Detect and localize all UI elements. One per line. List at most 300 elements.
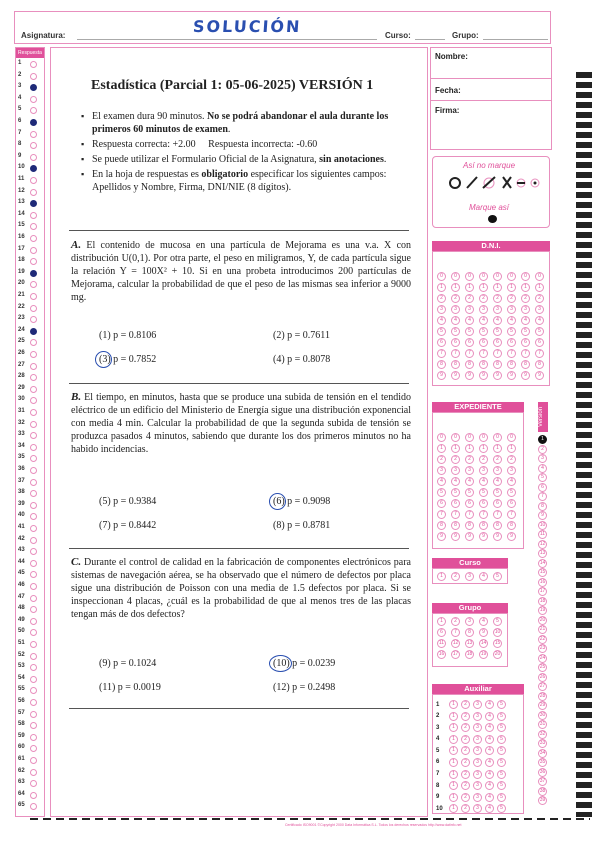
version-bubble[interactable]: 6 bbox=[538, 483, 547, 492]
auxiliar-bubble[interactable]: 1 bbox=[449, 735, 458, 744]
auxiliar-bubble[interactable]: 1 bbox=[449, 793, 458, 802]
grid-bubble[interactable]: 0 bbox=[493, 433, 502, 442]
grid-bubble[interactable]: 2 bbox=[521, 294, 530, 303]
grid-bubble[interactable]: 0 bbox=[437, 433, 446, 442]
version-bubble[interactable]: 32 bbox=[539, 730, 546, 737]
answer-bubble[interactable] bbox=[30, 757, 37, 764]
grid-bubble[interactable]: 0 bbox=[493, 272, 502, 281]
grid-bubble[interactable]: 1 bbox=[465, 444, 474, 453]
answer-bubble[interactable] bbox=[30, 165, 37, 172]
answer-bubble[interactable] bbox=[30, 699, 37, 706]
grid-bubble[interactable]: 9 bbox=[465, 371, 474, 380]
grid-bubble[interactable]: 6 bbox=[535, 338, 544, 347]
version-bubble[interactable]: 23 bbox=[539, 645, 546, 651]
version-bubble[interactable]: 11 bbox=[539, 531, 546, 537]
grid-bubble[interactable]: 8 bbox=[479, 521, 488, 530]
grid-bubble[interactable]: 4 bbox=[493, 316, 502, 325]
grid-bubble[interactable]: 5 bbox=[507, 488, 516, 497]
answer-bubble[interactable] bbox=[30, 84, 37, 91]
grid-bubble[interactable]: 7 bbox=[437, 510, 446, 519]
grid-bubble[interactable]: 2 bbox=[479, 455, 488, 464]
grid-bubble[interactable]: 0 bbox=[451, 272, 460, 281]
version-bubble[interactable]: 26 bbox=[539, 673, 546, 680]
version-bubble[interactable]: 8 bbox=[538, 502, 547, 511]
answer-bubble[interactable] bbox=[30, 363, 37, 370]
version-bubble[interactable]: 33 bbox=[539, 740, 546, 746]
grid-bubble[interactable]: 4 bbox=[507, 316, 516, 325]
auxiliar-bubble[interactable]: 2 bbox=[461, 793, 470, 802]
auxiliar-bubble[interactable]: 5 bbox=[497, 781, 506, 790]
answer-bubble[interactable] bbox=[30, 339, 37, 346]
answer-bubble[interactable] bbox=[30, 177, 37, 184]
auxiliar-bubble[interactable]: 3 bbox=[473, 781, 482, 790]
grid-bubble[interactable]: 6 bbox=[479, 338, 488, 347]
answer-bubble[interactable] bbox=[30, 305, 37, 312]
version-bubble[interactable]: 24 bbox=[539, 654, 546, 661]
grid-bubble[interactable]: 8 bbox=[535, 360, 544, 369]
answer-bubble[interactable] bbox=[30, 432, 37, 439]
auxiliar-bubble[interactable]: 4 bbox=[485, 735, 494, 744]
auxiliar-bubble[interactable]: 4 bbox=[485, 723, 494, 732]
grid-bubble[interactable]: 9 bbox=[493, 532, 502, 541]
grid-bubble[interactable]: 0 bbox=[465, 433, 474, 442]
grid-bubble[interactable]: 1 bbox=[437, 617, 446, 626]
grid-bubble[interactable]: 6 bbox=[437, 499, 446, 508]
answer-bubble[interactable] bbox=[30, 803, 37, 810]
auxiliar-bubble[interactable]: 4 bbox=[485, 712, 494, 721]
grid-bubble[interactable]: 14 bbox=[480, 640, 487, 646]
grid-bubble[interactable]: 5 bbox=[493, 327, 502, 336]
auxiliar-bubble[interactable]: 5 bbox=[497, 712, 506, 721]
grid-bubble[interactable]: 7 bbox=[479, 510, 488, 519]
grid-bubble[interactable]: 3 bbox=[507, 305, 516, 314]
grid-bubble[interactable]: 17 bbox=[452, 651, 459, 657]
version-bubble[interactable]: 9 bbox=[538, 511, 547, 520]
grid-bubble[interactable]: 4 bbox=[437, 316, 446, 325]
answer-bubble[interactable] bbox=[30, 780, 37, 787]
version-bubble[interactable]: 5 bbox=[538, 473, 547, 482]
answer-bubble[interactable] bbox=[30, 258, 37, 265]
grid-bubble[interactable]: 6 bbox=[507, 499, 516, 508]
answer-bubble[interactable] bbox=[30, 374, 37, 381]
grid-bubble[interactable]: 6 bbox=[437, 628, 446, 637]
answer-bubble[interactable] bbox=[30, 676, 37, 683]
answer-bubble[interactable] bbox=[30, 687, 37, 694]
answer-bubble[interactable] bbox=[30, 479, 37, 486]
answer-bubble[interactable] bbox=[30, 455, 37, 462]
grid-bubble[interactable]: 4 bbox=[451, 316, 460, 325]
grid-bubble[interactable]: 8 bbox=[465, 521, 474, 530]
grid-bubble[interactable]: 8 bbox=[507, 521, 516, 530]
grid-bubble[interactable]: 0 bbox=[451, 433, 460, 442]
grid-bubble[interactable]: 5 bbox=[465, 327, 474, 336]
grid-bubble[interactable]: 3 bbox=[465, 572, 474, 581]
grid-bubble[interactable]: 2 bbox=[493, 455, 502, 464]
answer-bubble[interactable] bbox=[30, 142, 37, 149]
grid-bubble[interactable]: 8 bbox=[465, 628, 474, 637]
grid-bubble[interactable]: 3 bbox=[479, 305, 488, 314]
grid-bubble[interactable]: 5 bbox=[493, 572, 502, 581]
grid-bubble[interactable]: 7 bbox=[479, 349, 488, 358]
auxiliar-bubble[interactable]: 1 bbox=[449, 804, 458, 813]
auxiliar-bubble[interactable]: 1 bbox=[449, 723, 458, 732]
grid-bubble[interactable]: 4 bbox=[437, 477, 446, 486]
version-bubble[interactable]: 14 bbox=[539, 559, 546, 566]
grid-bubble[interactable]: 6 bbox=[493, 499, 502, 508]
grid-bubble[interactable]: 13 bbox=[466, 640, 473, 646]
answer-bubble[interactable] bbox=[30, 328, 37, 335]
grid-bubble[interactable]: 4 bbox=[493, 477, 502, 486]
auxiliar-bubble[interactable]: 5 bbox=[497, 758, 506, 767]
version-bubble[interactable]: 25 bbox=[539, 664, 546, 670]
grid-bubble[interactable]: 0 bbox=[521, 272, 530, 281]
grid-bubble[interactable]: 1 bbox=[507, 444, 516, 453]
answer-bubble[interactable] bbox=[30, 247, 37, 254]
version-bubble[interactable]: 35 bbox=[539, 759, 546, 765]
answer-bubble[interactable] bbox=[30, 641, 37, 648]
grid-bubble[interactable]: 12 bbox=[452, 640, 459, 646]
version-bubble[interactable]: 3 bbox=[538, 454, 547, 463]
grid-bubble[interactable]: 7 bbox=[535, 349, 544, 358]
version-bubble[interactable]: 20 bbox=[539, 616, 546, 623]
grid-bubble[interactable]: 1 bbox=[493, 444, 502, 453]
grid-bubble[interactable]: 2 bbox=[437, 455, 446, 464]
answer-bubble[interactable] bbox=[30, 734, 37, 741]
auxiliar-bubble[interactable]: 4 bbox=[485, 700, 494, 709]
auxiliar-bubble[interactable]: 2 bbox=[461, 712, 470, 721]
grid-bubble[interactable]: 2 bbox=[535, 294, 544, 303]
answer-bubble[interactable] bbox=[30, 722, 37, 729]
auxiliar-bubble[interactable]: 3 bbox=[473, 746, 482, 755]
grid-bubble[interactable]: 2 bbox=[507, 294, 516, 303]
answer-bubble[interactable] bbox=[30, 560, 37, 567]
grid-bubble[interactable]: 5 bbox=[507, 327, 516, 336]
answer-bubble[interactable] bbox=[30, 421, 37, 428]
auxiliar-bubble[interactable]: 5 bbox=[497, 700, 506, 709]
grid-bubble[interactable]: 8 bbox=[437, 360, 446, 369]
answer-bubble[interactable] bbox=[30, 351, 37, 358]
auxiliar-bubble[interactable]: 2 bbox=[461, 700, 470, 709]
grid-bubble[interactable]: 3 bbox=[479, 466, 488, 475]
version-bubble[interactable]: 18 bbox=[539, 597, 546, 604]
answer-bubble[interactable] bbox=[30, 281, 37, 288]
version-bubble[interactable]: 19 bbox=[539, 607, 546, 613]
answer-bubble[interactable] bbox=[30, 119, 37, 126]
grid-bubble[interactable]: 0 bbox=[437, 272, 446, 281]
answer-bubble[interactable] bbox=[30, 235, 37, 242]
grid-bubble[interactable]: 4 bbox=[465, 316, 474, 325]
grid-bubble[interactable]: 8 bbox=[451, 360, 460, 369]
answer-bubble[interactable] bbox=[30, 467, 37, 474]
grid-bubble[interactable]: 1 bbox=[493, 283, 502, 292]
grid-bubble[interactable]: 6 bbox=[451, 499, 460, 508]
answer-bubble[interactable] bbox=[30, 189, 37, 196]
auxiliar-bubble[interactable]: 2 bbox=[461, 758, 470, 767]
grid-bubble[interactable]: 6 bbox=[521, 338, 530, 347]
auxiliar-bubble[interactable]: 2 bbox=[461, 781, 470, 790]
answer-bubble[interactable] bbox=[30, 223, 37, 230]
grid-bubble[interactable]: 0 bbox=[479, 272, 488, 281]
grid-bubble[interactable]: 8 bbox=[493, 521, 502, 530]
grid-bubble[interactable]: 8 bbox=[493, 360, 502, 369]
auxiliar-bubble[interactable]: 1 bbox=[449, 700, 458, 709]
grid-bubble[interactable]: 2 bbox=[479, 294, 488, 303]
grid-bubble[interactable]: 1 bbox=[535, 283, 544, 292]
grid-bubble[interactable]: 3 bbox=[465, 305, 474, 314]
answer-bubble[interactable] bbox=[30, 96, 37, 103]
grid-bubble[interactable]: 7 bbox=[465, 510, 474, 519]
grid-bubble[interactable]: 2 bbox=[507, 455, 516, 464]
grid-bubble[interactable]: 1 bbox=[437, 444, 446, 453]
grid-bubble[interactable]: 7 bbox=[507, 510, 516, 519]
answer-bubble[interactable] bbox=[30, 154, 37, 161]
answer-bubble[interactable] bbox=[30, 490, 37, 497]
grid-bubble[interactable]: 8 bbox=[521, 360, 530, 369]
grid-bubble[interactable]: 4 bbox=[535, 316, 544, 325]
auxiliar-bubble[interactable]: 5 bbox=[497, 804, 506, 813]
auxiliar-bubble[interactable]: 5 bbox=[497, 735, 506, 744]
grid-bubble[interactable]: 5 bbox=[493, 617, 502, 626]
grid-bubble[interactable]: 3 bbox=[465, 466, 474, 475]
grid-bubble[interactable]: 4 bbox=[479, 617, 488, 626]
grid-bubble[interactable]: 7 bbox=[451, 510, 460, 519]
grid-bubble[interactable]: 4 bbox=[507, 477, 516, 486]
auxiliar-bubble[interactable]: 4 bbox=[485, 781, 494, 790]
version-bubble[interactable]: 7 bbox=[538, 492, 547, 501]
grid-bubble[interactable]: 9 bbox=[451, 532, 460, 541]
grid-bubble[interactable]: 9 bbox=[479, 532, 488, 541]
answer-bubble[interactable] bbox=[30, 571, 37, 578]
answer-bubble[interactable] bbox=[30, 73, 37, 80]
answer-bubble[interactable] bbox=[30, 606, 37, 613]
grid-bubble[interactable]: 9 bbox=[479, 628, 488, 637]
auxiliar-bubble[interactable]: 1 bbox=[449, 770, 458, 779]
version-bubble[interactable]: 37 bbox=[539, 778, 546, 784]
grid-bubble[interactable]: 4 bbox=[465, 477, 474, 486]
auxiliar-bubble[interactable]: 4 bbox=[485, 758, 494, 767]
grid-bubble[interactable]: 6 bbox=[437, 338, 446, 347]
grid-bubble[interactable]: 3 bbox=[521, 305, 530, 314]
auxiliar-bubble[interactable]: 3 bbox=[473, 735, 482, 744]
auxiliar-bubble[interactable]: 3 bbox=[473, 770, 482, 779]
version-bubble[interactable]: 36 bbox=[539, 768, 546, 775]
auxiliar-bubble[interactable]: 5 bbox=[497, 723, 506, 732]
grid-bubble[interactable]: 5 bbox=[493, 488, 502, 497]
grid-bubble[interactable]: 1 bbox=[437, 572, 446, 581]
grid-bubble[interactable]: 4 bbox=[479, 477, 488, 486]
grid-bubble[interactable]: 6 bbox=[479, 499, 488, 508]
version-bubble[interactable]: 34 bbox=[539, 749, 546, 756]
answer-bubble[interactable] bbox=[30, 769, 37, 776]
auxiliar-bubble[interactable]: 1 bbox=[449, 712, 458, 721]
grid-bubble[interactable]: 5 bbox=[535, 327, 544, 336]
grid-bubble[interactable]: 1 bbox=[451, 283, 460, 292]
version-bubble[interactable]: 17 bbox=[539, 588, 546, 594]
grid-bubble[interactable]: 3 bbox=[437, 466, 446, 475]
grid-bubble[interactable]: 0 bbox=[479, 433, 488, 442]
auxiliar-bubble[interactable]: 4 bbox=[485, 793, 494, 802]
version-bubble[interactable]: 38 bbox=[539, 787, 546, 794]
answer-bubble[interactable] bbox=[30, 316, 37, 323]
answer-bubble[interactable] bbox=[30, 629, 37, 636]
grid-bubble[interactable]: 9 bbox=[437, 532, 446, 541]
grid-bubble[interactable]: 6 bbox=[507, 338, 516, 347]
version-bubble[interactable]: 16 bbox=[539, 578, 546, 585]
grid-bubble[interactable]: 3 bbox=[465, 617, 474, 626]
grid-bubble[interactable]: 7 bbox=[437, 349, 446, 358]
grid-bubble[interactable]: 1 bbox=[479, 283, 488, 292]
grid-bubble[interactable]: 9 bbox=[479, 371, 488, 380]
grid-bubble[interactable]: 4 bbox=[521, 316, 530, 325]
grid-bubble[interactable]: 1 bbox=[465, 283, 474, 292]
grid-bubble[interactable]: 5 bbox=[451, 488, 460, 497]
grid-bubble[interactable]: 9 bbox=[535, 371, 544, 380]
grid-bubble[interactable]: 3 bbox=[451, 466, 460, 475]
answer-bubble[interactable] bbox=[30, 537, 37, 544]
grid-bubble[interactable]: 5 bbox=[437, 327, 446, 336]
grid-bubble[interactable]: 9 bbox=[507, 532, 516, 541]
auxiliar-bubble[interactable]: 5 bbox=[497, 770, 506, 779]
grid-bubble[interactable]: 7 bbox=[451, 349, 460, 358]
auxiliar-bubble[interactable]: 1 bbox=[449, 758, 458, 767]
auxiliar-bubble[interactable]: 2 bbox=[461, 804, 470, 813]
grid-bubble[interactable]: 9 bbox=[465, 532, 474, 541]
grid-bubble[interactable]: 2 bbox=[451, 294, 460, 303]
grid-bubble[interactable]: 7 bbox=[451, 628, 460, 637]
auxiliar-bubble[interactable]: 5 bbox=[497, 746, 506, 755]
answer-bubble[interactable] bbox=[30, 61, 37, 68]
grid-bubble[interactable]: 1 bbox=[507, 283, 516, 292]
auxiliar-bubble[interactable]: 3 bbox=[473, 712, 482, 721]
grid-bubble[interactable]: 2 bbox=[465, 294, 474, 303]
version-bubble[interactable]: 10 bbox=[539, 521, 546, 528]
answer-bubble[interactable] bbox=[30, 212, 37, 219]
grid-bubble[interactable]: 2 bbox=[451, 455, 460, 464]
auxiliar-bubble[interactable]: 3 bbox=[473, 758, 482, 767]
grid-bubble[interactable]: 4 bbox=[479, 572, 488, 581]
grid-bubble[interactable]: 4 bbox=[479, 316, 488, 325]
version-bubble[interactable]: 13 bbox=[539, 550, 546, 556]
grid-bubble[interactable]: 8 bbox=[451, 521, 460, 530]
auxiliar-bubble[interactable]: 3 bbox=[473, 700, 482, 709]
auxiliar-bubble[interactable]: 2 bbox=[461, 770, 470, 779]
grid-bubble[interactable]: 10 bbox=[494, 629, 501, 635]
grid-bubble[interactable]: 3 bbox=[437, 305, 446, 314]
grid-bubble[interactable]: 4 bbox=[451, 477, 460, 486]
version-bubble[interactable]: 27 bbox=[539, 683, 546, 689]
grid-bubble[interactable]: 9 bbox=[437, 371, 446, 380]
grid-bubble[interactable]: 8 bbox=[507, 360, 516, 369]
grid-bubble[interactable]: 3 bbox=[493, 466, 502, 475]
answer-bubble[interactable] bbox=[30, 386, 37, 393]
answer-bubble[interactable] bbox=[30, 792, 37, 799]
auxiliar-bubble[interactable]: 2 bbox=[461, 746, 470, 755]
version-bubble[interactable]: 31 bbox=[539, 721, 546, 727]
grid-bubble[interactable]: 2 bbox=[451, 617, 460, 626]
grid-bubble[interactable]: 7 bbox=[507, 349, 516, 358]
grid-bubble[interactable]: 9 bbox=[451, 371, 460, 380]
version-bubble[interactable]: 15 bbox=[539, 569, 546, 575]
version-bubble[interactable]: 39 bbox=[539, 797, 546, 803]
grid-bubble[interactable]: 7 bbox=[521, 349, 530, 358]
answer-bubble[interactable] bbox=[30, 548, 37, 555]
answer-bubble[interactable] bbox=[30, 502, 37, 509]
answer-bubble[interactable] bbox=[30, 444, 37, 451]
auxiliar-bubble[interactable]: 3 bbox=[473, 793, 482, 802]
grid-bubble[interactable]: 1 bbox=[479, 444, 488, 453]
grid-bubble[interactable]: 5 bbox=[437, 488, 446, 497]
answer-bubble[interactable] bbox=[30, 397, 37, 404]
auxiliar-bubble[interactable]: 3 bbox=[473, 723, 482, 732]
auxiliar-bubble[interactable]: 2 bbox=[461, 735, 470, 744]
grid-bubble[interactable]: 2 bbox=[493, 294, 502, 303]
grid-bubble[interactable]: 5 bbox=[451, 327, 460, 336]
answer-bubble[interactable] bbox=[30, 200, 37, 207]
grid-bubble[interactable]: 16 bbox=[438, 651, 445, 657]
grid-bubble[interactable]: 5 bbox=[479, 327, 488, 336]
grid-bubble[interactable]: 9 bbox=[493, 371, 502, 380]
answer-bubble[interactable] bbox=[30, 131, 37, 138]
grid-bubble[interactable]: 0 bbox=[507, 433, 516, 442]
grid-bubble[interactable]: 9 bbox=[507, 371, 516, 380]
version-bubble[interactable]: 29 bbox=[539, 702, 546, 708]
version-bubble[interactable]: 21 bbox=[539, 626, 546, 632]
grid-bubble[interactable]: 3 bbox=[493, 305, 502, 314]
auxiliar-bubble[interactable]: 4 bbox=[485, 746, 494, 755]
auxiliar-bubble[interactable]: 3 bbox=[473, 804, 482, 813]
grid-bubble[interactable]: 1 bbox=[451, 444, 460, 453]
version-bubble[interactable]: 4 bbox=[538, 464, 547, 473]
grid-bubble[interactable]: 8 bbox=[437, 521, 446, 530]
grid-bubble[interactable]: 3 bbox=[451, 305, 460, 314]
answer-bubble[interactable] bbox=[30, 745, 37, 752]
grid-bubble[interactable]: 0 bbox=[535, 272, 544, 281]
grid-bubble[interactable]: 5 bbox=[465, 488, 474, 497]
grid-bubble[interactable]: 1 bbox=[437, 283, 446, 292]
auxiliar-bubble[interactable]: 4 bbox=[485, 804, 494, 813]
version-bubble[interactable]: 22 bbox=[539, 635, 546, 642]
grid-bubble[interactable]: 2 bbox=[437, 294, 446, 303]
grid-bubble[interactable]: 8 bbox=[479, 360, 488, 369]
auxiliar-bubble[interactable]: 2 bbox=[461, 723, 470, 732]
grid-bubble[interactable]: 6 bbox=[465, 338, 474, 347]
grid-bubble[interactable]: 6 bbox=[493, 338, 502, 347]
auxiliar-bubble[interactable]: 1 bbox=[449, 781, 458, 790]
grid-bubble[interactable]: 2 bbox=[465, 455, 474, 464]
answer-bubble[interactable] bbox=[30, 293, 37, 300]
version-bubble[interactable]: 28 bbox=[539, 692, 546, 699]
auxiliar-bubble[interactable]: 4 bbox=[485, 770, 494, 779]
answer-bubble[interactable] bbox=[30, 618, 37, 625]
grid-bubble[interactable]: 3 bbox=[535, 305, 544, 314]
answer-bubble[interactable] bbox=[30, 595, 37, 602]
grid-bubble[interactable]: 5 bbox=[479, 488, 488, 497]
grid-bubble[interactable]: 0 bbox=[465, 272, 474, 281]
answer-bubble[interactable] bbox=[30, 513, 37, 520]
grid-bubble[interactable]: 7 bbox=[493, 349, 502, 358]
grid-bubble[interactable]: 2 bbox=[451, 572, 460, 581]
grid-bubble[interactable]: 7 bbox=[493, 510, 502, 519]
grid-bubble[interactable]: 0 bbox=[507, 272, 516, 281]
auxiliar-bubble[interactable]: 1 bbox=[449, 746, 458, 755]
version-bubble[interactable]: 12 bbox=[539, 540, 546, 547]
grid-bubble[interactable]: 7 bbox=[465, 349, 474, 358]
version-bubble[interactable]: 2 bbox=[538, 445, 547, 454]
grid-bubble[interactable]: 6 bbox=[451, 338, 460, 347]
answer-bubble[interactable] bbox=[30, 270, 37, 277]
grid-bubble[interactable]: 5 bbox=[521, 327, 530, 336]
answer-bubble[interactable] bbox=[30, 664, 37, 671]
